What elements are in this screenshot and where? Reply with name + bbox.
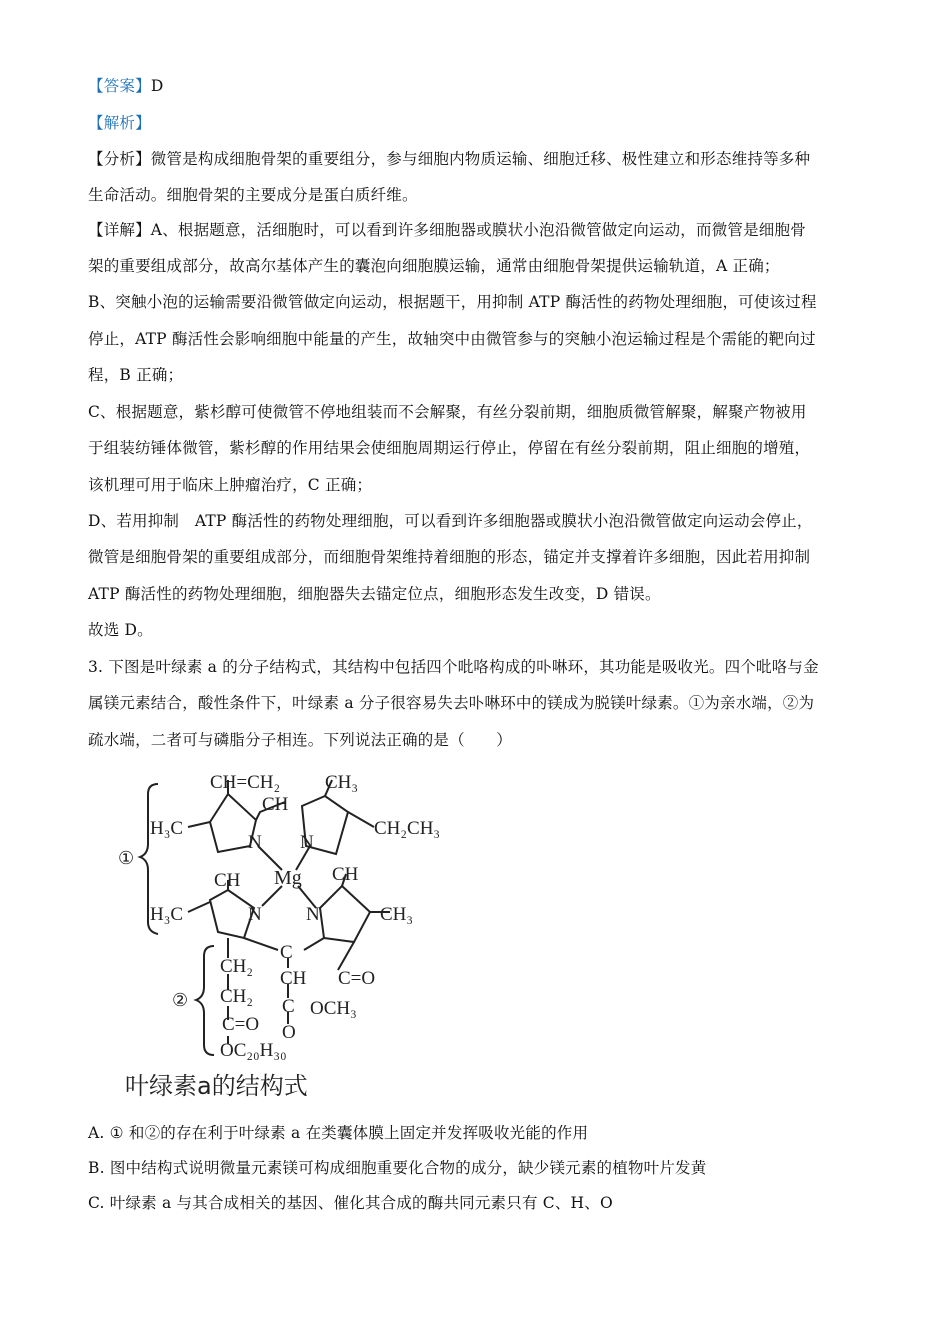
label-co: C=O bbox=[338, 968, 376, 989]
text-line: 该机理可用于临床上肿瘤治疗，C 正确； bbox=[88, 476, 373, 494]
label-vinyl: CH=CH₂ bbox=[210, 772, 281, 793]
brace-2 bbox=[196, 946, 214, 1055]
label-c-co2: C=O bbox=[222, 1014, 260, 1035]
label-c-oc: C bbox=[282, 996, 295, 1017]
marker-1: ① bbox=[118, 848, 135, 868]
text-line: C、根据题意，紫杉醇可使微管不停地组装而不会解聚，有丝分裂前期，细胞质微管解聚，解聚产物被用 bbox=[88, 403, 807, 421]
label-ch3-right: CH₃ bbox=[380, 904, 414, 925]
label-ethyl: CH₂CH₃ bbox=[374, 818, 441, 839]
label-ester: OC₂₀H₃₀ bbox=[220, 1040, 287, 1061]
text-line: 【详解】A、根据题意，活细胞时，可以看到许多细胞器或膜状小泡沿微管做定向运动，而微管是细胞骨 bbox=[88, 221, 806, 239]
figure-caption: 叶绿素a的结构式 bbox=[125, 1072, 308, 1100]
structure-svg bbox=[110, 762, 470, 1062]
text-line: 故选 D。 bbox=[88, 621, 153, 639]
label-n2: N bbox=[300, 832, 314, 853]
answer-line bbox=[88, 76, 868, 96]
label-n4: N bbox=[306, 904, 320, 925]
marker-2: ② bbox=[172, 990, 189, 1010]
analysis-label: 【解析】 bbox=[88, 114, 151, 132]
label-ch2-b: CH₂ bbox=[220, 986, 254, 1007]
option-a: A. ① 和②的存在利于叶绿素 a 在类囊体膜上固定并发挥吸收光能的作用 bbox=[88, 1124, 589, 1142]
text-line: 程，B 正确； bbox=[88, 366, 184, 384]
answer-label: 【答案】 bbox=[88, 77, 151, 95]
label-methyl-top: CH₃ bbox=[325, 772, 359, 793]
label-ch2-a: CH₂ bbox=[220, 956, 254, 977]
text-line: B、突触小泡的运输需要沿微管做定向运动，根据题干，用抑制 ATP 酶活性的药物处理细胞，可使该过程 bbox=[88, 293, 817, 311]
question-line: 属镁元素结合，酸性条件下，叶绿素 a 分子很容易失去卟啉环中的镁成为脱镁叶绿素。①为亲水端，②为 bbox=[88, 694, 815, 712]
text-line: 架的重要组成部分，故高尔基体产生的囊泡向细胞膜运输，通常由细胞骨架提供运输轨道，A 正确； bbox=[88, 257, 780, 275]
text-line: ATP 酶活性的药物处理细胞，细胞器失去锚定位点，细胞形态发生改变，D 错误。 bbox=[88, 585, 661, 603]
answer-value: D bbox=[150, 77, 164, 95]
text-line: 于组装纺锤体微管，紫杉醇的作用结果会使细胞周期运行停止，停留在有丝分裂前期，阻止细胞的增殖， bbox=[88, 439, 811, 457]
label-ch-top: CH bbox=[262, 794, 289, 815]
label-o-single: O bbox=[282, 1022, 296, 1043]
label-h3c-left2: H₃C bbox=[150, 904, 184, 925]
question-line: 疏水端，二者可与磷脂分子相连。下列说法正确的是（ ） bbox=[88, 731, 512, 749]
option-c: C. 叶绿素 a 与其合成相关的基因、催化其合成的酶共同元素只有 C、H、O bbox=[88, 1194, 613, 1212]
label-c-mid: C bbox=[280, 942, 293, 963]
text-line: 微管是细胞骨架的重要组成部分，而细胞骨架维持着细胞的形态，锚定并支撑着许多细胞，因此若用抑制 bbox=[88, 548, 811, 566]
text-line: 【分析】微管是构成细胞骨架的重要组分，参与细胞内物质运输、细胞迁移、极性建立和形态维持等多种 bbox=[88, 150, 811, 168]
option-b: B. 图中结构式说明微量元素镁可构成细胞重要化合物的成分，缺少镁元素的植物叶片发黄 bbox=[88, 1159, 707, 1177]
text-line: D、若用抑制 ATP 酶活性的药物处理细胞，可以看到许多细胞器或膜状小泡沿微管做定向运动会停止， bbox=[88, 512, 813, 530]
label-och3: OCH₃ bbox=[310, 998, 357, 1019]
label-ch-co: CH bbox=[280, 968, 307, 989]
text-line: 生命活动。细胞骨架的主要成分是蛋白质纤维。 bbox=[88, 186, 418, 204]
label-n1: N bbox=[248, 832, 262, 853]
label-mg: Mg bbox=[274, 867, 302, 889]
pyrrole-4 bbox=[320, 886, 370, 942]
label-ch-right: CH bbox=[332, 864, 359, 885]
label-h3c-left: H₃C bbox=[150, 818, 184, 839]
text-line: 停止，ATP 酶活性会影响细胞中能量的产生，故轴突中由微管参与的突触小泡运输过程是个需能的靶向过 bbox=[88, 330, 816, 348]
label-n3: N bbox=[248, 904, 262, 925]
question-line: 3. 下图是叶绿素 a 的分子结构式，其结构中包括四个吡咯构成的卟啉环，其功能是吸收光。四个吡咯与金 bbox=[88, 658, 819, 676]
label-ch-left: CH bbox=[214, 870, 241, 891]
chlorophyll-structure-figure bbox=[110, 762, 470, 1102]
